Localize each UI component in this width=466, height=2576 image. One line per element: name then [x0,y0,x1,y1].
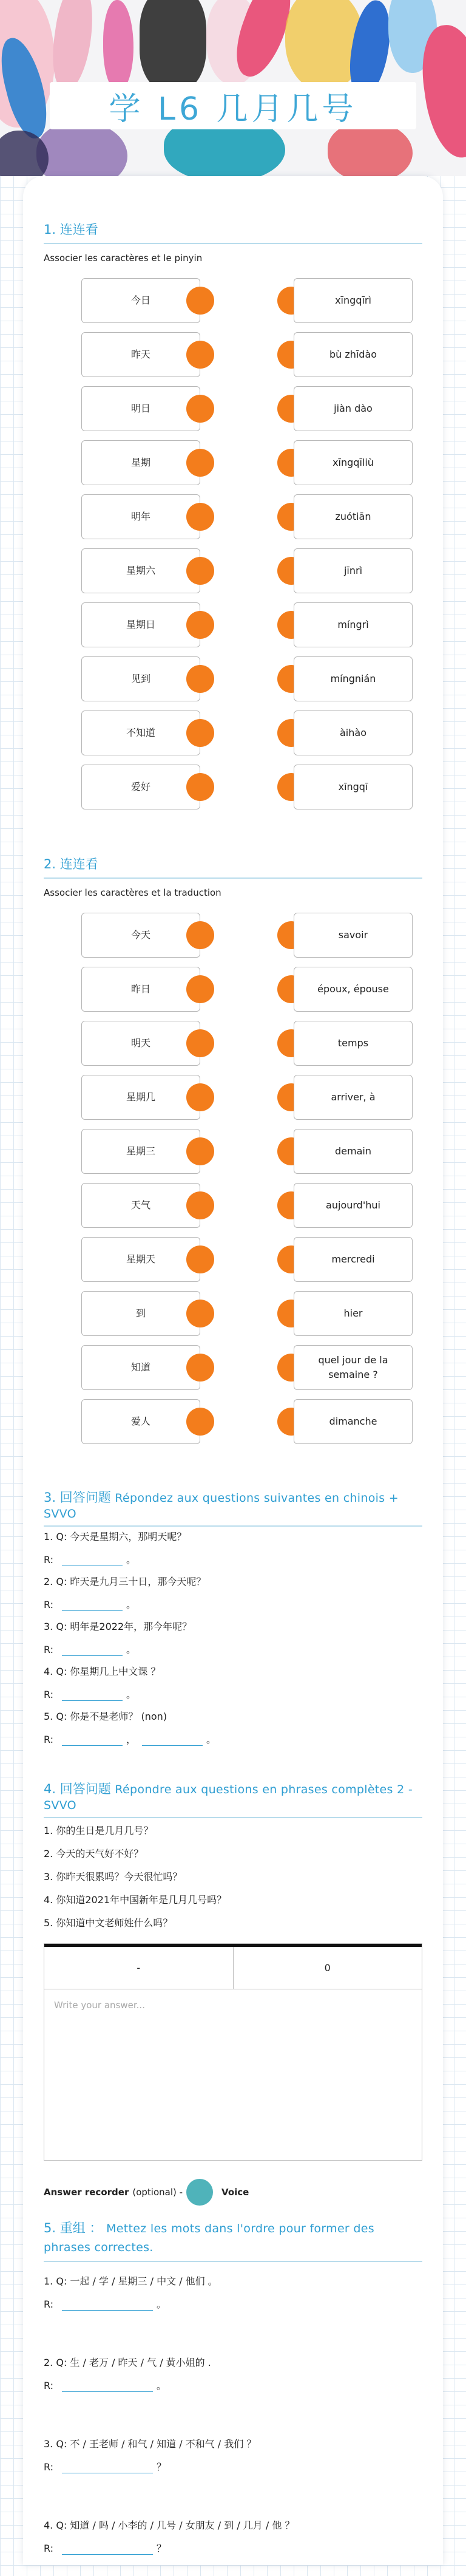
match-dot-left[interactable] [186,1029,214,1057]
match-right-item: époux, épouse [294,967,413,1012]
question-text: 5. 你知道中文老师姓什么吗？ [44,1917,173,1929]
match-right-item: xīngqīliù [294,440,413,485]
match-left-item: 昨天 [81,332,200,377]
match-row [44,1129,422,1174]
section-pinyin-match [44,220,422,821]
match-right-item: míngnián [294,656,413,701]
match-row [44,1399,422,1444]
match-dot-left[interactable] [186,1191,214,1219]
answer-blank[interactable] [62,1555,123,1566]
question-text: 2. Q: 生 / 老万 / 昨天 / 气 / 黄小姐的 . [44,2357,211,2368]
recorder-label: Answer recorder [44,2187,129,2198]
answer-blank[interactable] [62,2300,153,2311]
match-right-item: jīnrì [294,548,413,593]
match-right-item: demain [294,1129,413,1174]
match-row [44,548,422,593]
match-right-item: aujourd'hui [294,1183,413,1228]
section-title [44,2219,422,2262]
answer-punct: 。 [126,1554,137,1566]
decor-blob [140,0,206,91]
match-dot-left[interactable] [186,921,214,949]
match-left-item: 星期天 [81,1237,200,1282]
title-box [50,82,416,129]
question-text: 3. 你昨天很累吗？今天很忙吗？ [44,1871,183,1883]
section-title [44,1488,422,1527]
answer-punct: 。 [126,1644,137,1655]
question-text: 4. Q: 你星期几上中文课 ？ [44,1666,161,1677]
match-row [44,386,422,431]
match-right-item: zuótiān [294,494,413,539]
match-dot-left[interactable] [186,665,214,693]
match-left-item: 明日 [81,386,200,431]
answer-blank[interactable] [62,1690,123,1701]
match-row [44,1021,422,1066]
answer-punct: 。 [157,2380,167,2391]
answer-placeholder: Write your answer... [54,2000,145,2011]
answer-prefix: R: [44,1689,54,1700]
answer-blank[interactable] [62,1645,123,1656]
table-col-header: 0 [324,1962,331,1974]
match-dot-left[interactable] [186,395,214,423]
voice-label: Voice [221,2187,249,2198]
section-title-cn: 4. 回答问题 [44,1782,111,1796]
match-dot-left[interactable] [186,1083,214,1111]
match-left-item: 星期日 [81,602,200,647]
answer-prefix: R: [44,2380,54,2391]
section-title-fr: Répondez aux questions suivantes en chinois + SVVO [44,1491,399,1521]
answer-punct: ？ [157,2461,167,2473]
match-right-item: quel jour de la semaine ? [294,1345,413,1390]
section-reorder [44,2219,422,2559]
answer-punct: 。 [126,1689,137,1700]
answer-punct: ， [126,1734,137,1745]
match-dot-left[interactable] [186,287,214,315]
match-left-item: 天气 [81,1183,200,1228]
answer-blank[interactable] [62,2544,153,2555]
match-right-item: míngrì [294,602,413,647]
match-row [44,913,422,958]
answer-punct: ？ [157,2543,167,2554]
answer-prefix: R: [44,2461,54,2473]
match-row [44,602,422,647]
section-title-fr: Mettez les mots dans l'ordre pour former des phrases correctes. [44,2222,374,2254]
answer-blank[interactable] [62,1600,123,1611]
answer-prefix: R: [44,1599,54,1610]
match-right-item: hier [294,1291,413,1336]
answer-prefix: R: [44,1554,54,1566]
match-left-item: 知道 [81,1345,200,1390]
answer-blank[interactable] [62,2381,153,2392]
match-right-item: mercredi [294,1237,413,1282]
match-left-item: 爱好 [81,765,200,809]
question-text: 1. Q: 今天是星期六，那明天呢？ [44,1531,187,1542]
match-dot-left[interactable] [186,449,214,477]
answer-prefix: R: [44,2298,54,2310]
answer-punct: 。 [206,1734,217,1745]
answer-line [44,1642,136,1656]
answer-line [44,1552,136,1566]
record-button[interactable] [186,2179,213,2206]
answer-line [44,2459,166,2473]
match-dot-left[interactable] [186,557,214,585]
match-row [44,765,422,809]
match-dot-left[interactable] [186,773,214,801]
match-dot-left[interactable] [186,1137,214,1165]
section-subtitle: Associer les caractères et le pinyin [44,253,203,264]
match-left-item: 爱人 [81,1399,200,1444]
question-text: 1. 你的生日是几月几号？ [44,1825,154,1836]
section-title-cn: 3. 回答问题 [44,1490,111,1505]
match-dot-left[interactable] [186,1300,214,1327]
match-row [44,440,422,485]
match-dot-left[interactable] [186,503,214,531]
section-translation-match [44,854,422,1456]
match-right-item: jiàn dào [294,386,413,431]
question-text: 2. Q: 昨天是九月三十日，那今天呢？ [44,1576,206,1587]
match-row [44,967,422,1012]
match-dot-left[interactable] [186,1354,214,1382]
match-right-item: àihào [294,710,413,755]
match-left-item: 星期三 [81,1129,200,1174]
match-row [44,494,422,539]
match-right-item: xīngqīrì [294,278,413,323]
question-text: 5. Q: 你是不是老师？ (non) [44,1711,167,1722]
match-left-item: 今日 [81,278,200,323]
answer-line [44,1687,136,1701]
match-dot-left[interactable] [186,341,214,369]
match-left-item: 今天 [81,913,200,958]
section-title-cn: 5. 重组 ： [44,2221,103,2235]
worksheet [23,176,443,2565]
answer-textarea[interactable] [44,1989,422,2160]
answer-prefix: R: [44,1734,54,1745]
answer-line [44,1597,136,1611]
match-right-item: savoir [294,913,413,958]
answer-punct: 。 [157,2298,167,2310]
section-full-answers [44,1779,422,2204]
question-text: 2. 今天的天气好不好？ [44,1848,144,1859]
match-row [44,1345,422,1390]
answer-recorder [44,2179,249,2206]
decor-blob [328,121,413,176]
match-right-item: temps [294,1021,413,1066]
question-text: 4. Q: 知道 / 吗 / 小李的 / 几号 / 女朋友 / 到 / 几月 / 他 ？ [44,2520,295,2531]
match-left-item: 到 [81,1291,200,1336]
answer-table-header [44,1944,422,1989]
match-row [44,332,422,377]
match-left-item: 见到 [81,656,200,701]
match-row [44,656,422,701]
match-left-item: 明年 [81,494,200,539]
section-answer-questions [44,1488,422,1779]
question-text: 3. Q: 不 / 王老师 / 和气 / 知道 / 不和气 / 我们 ？ [44,2438,257,2450]
answer-blank[interactable] [62,1735,123,1746]
match-dot-left[interactable] [186,1408,214,1436]
question-text: 3. Q: 明年是2022年，那今年呢？ [44,1621,192,1632]
match-row [44,278,422,323]
match-left-item: 明天 [81,1021,200,1066]
match-left-item: 星期几 [81,1075,200,1120]
match-right-item: dimanche [294,1399,413,1444]
match-row [44,1237,422,1282]
decor-blob [47,0,98,93]
match-dot-left[interactable] [186,975,214,1003]
answer-blank[interactable] [142,1735,203,1746]
answer-prefix: R: [44,1644,54,1655]
answer-prefix: R: [44,2543,54,2554]
match-row [44,710,422,755]
decor-blob [103,0,133,91]
answer-line [44,2378,166,2392]
match-left-item: 星期 [81,440,200,485]
answer-line [44,2297,166,2311]
section-title [44,1779,422,1818]
match-row [44,1291,422,1336]
decor-blob [36,121,127,176]
header-banner [0,0,466,176]
match-row [44,1183,422,1228]
match-row [44,1075,422,1120]
match-left-item: 不知道 [81,710,200,755]
match-left-item: 昨日 [81,967,200,1012]
match-dot-left[interactable] [186,1245,214,1273]
answer-table [44,1943,422,2161]
section-title: 1. 连连看 [44,220,422,244]
table-col-header: - [44,1947,234,1989]
page-title: 学 L6 几月几号 [109,90,357,128]
answer-line [44,2541,166,2555]
section-subtitle: Associer les caractères et la traduction [44,887,221,898]
match-right-item: bù zhīdào [294,332,413,377]
match-dot-left[interactable] [186,719,214,747]
question-text: 1. Q: 一起 / 学 / 星期三 / 中文 / 他们 。 [44,2275,218,2287]
match-right-item: xīngqī [294,765,413,809]
answer-punct: 。 [126,1599,137,1610]
answer-blank[interactable] [62,2462,153,2473]
recorder-optional: (optional) - [132,2187,183,2198]
section-title-fr: Répondre aux questions en phrases complètes 2 - SVVO [44,1783,413,1812]
match-left-item: 星期六 [81,548,200,593]
section-title: 2. 连连看 [44,854,422,879]
match-dot-left[interactable] [186,611,214,639]
answer-line [44,1732,216,1746]
question-text: 4. 你知道2021年中国新年是几月几号吗？ [44,1894,227,1906]
match-right-item: arriver, à [294,1075,413,1120]
